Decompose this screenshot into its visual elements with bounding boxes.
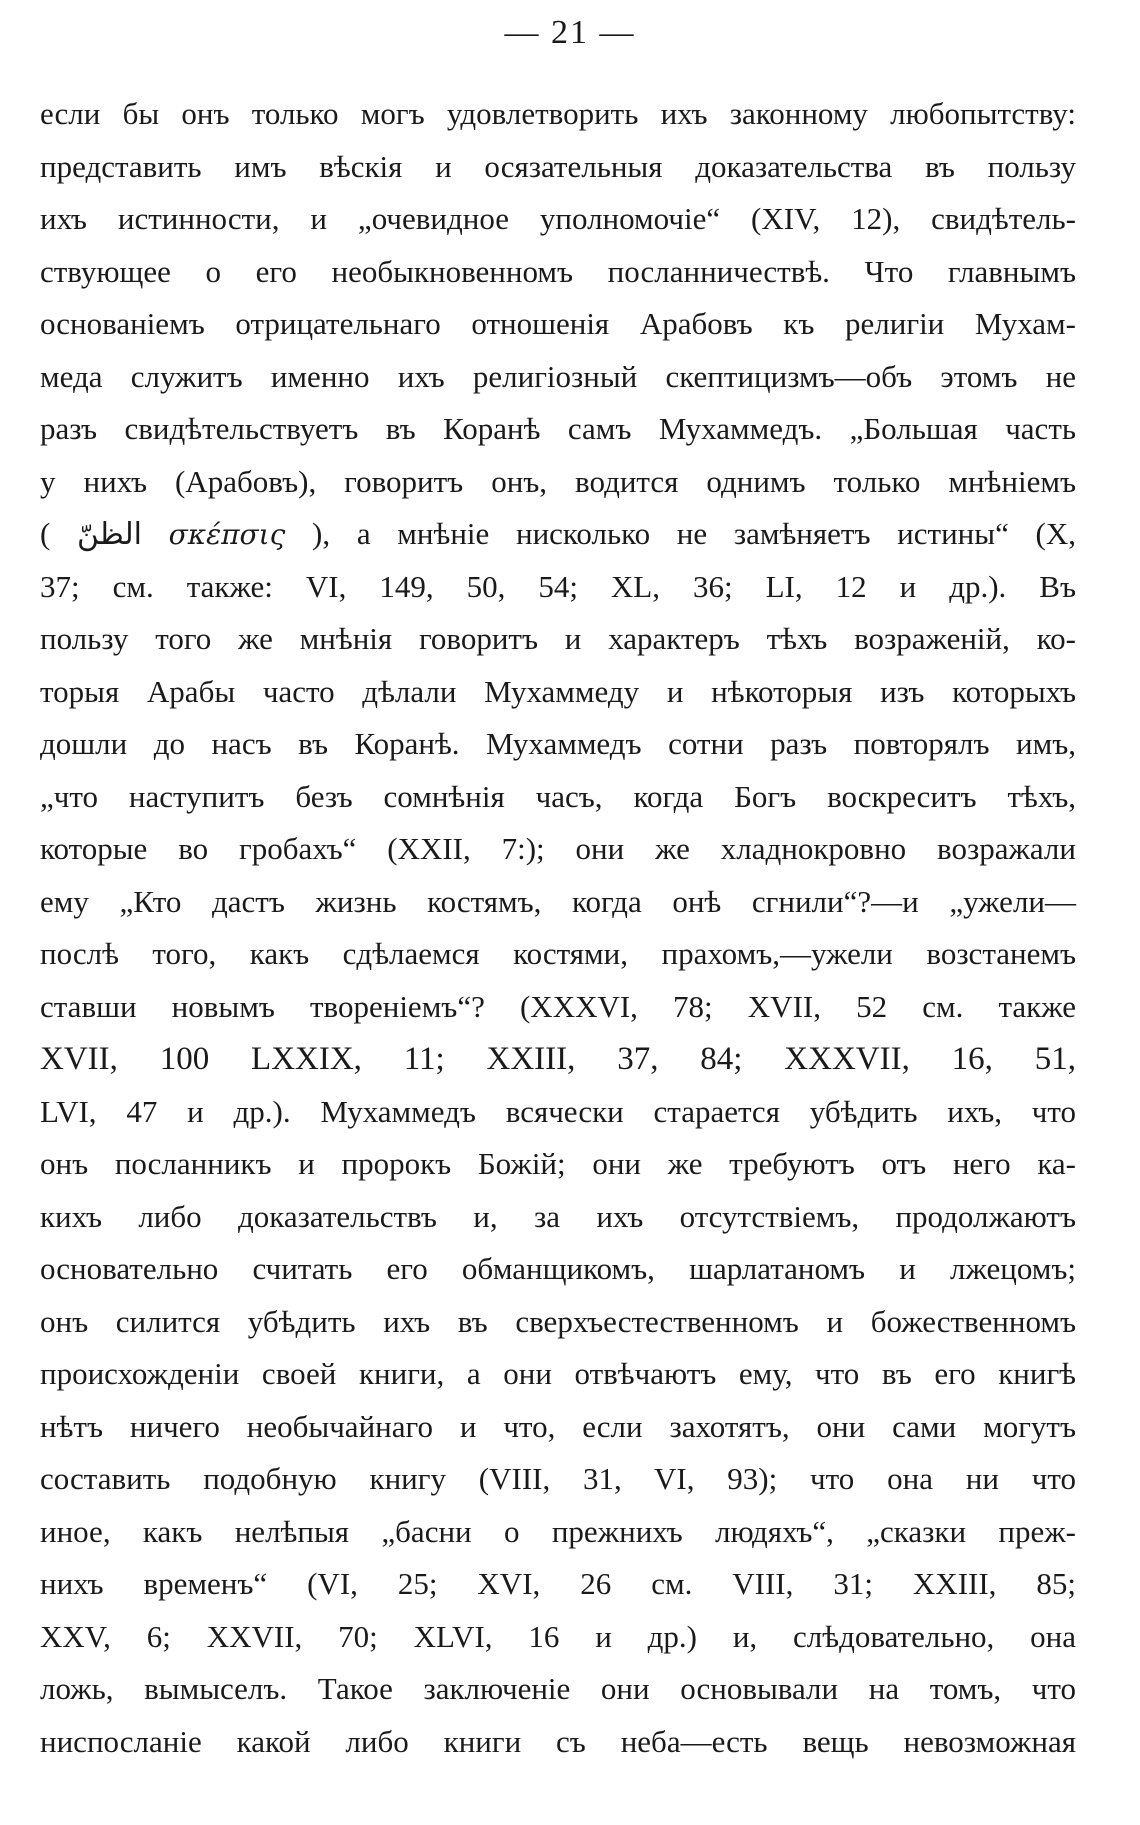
text-line: если бы онъ только могъ удовлетворить ихъ законному любопытству: bbox=[40, 96, 1076, 131]
text-line: основательно считать его обманщикомъ, шарлатаномъ и лжецомъ; bbox=[40, 1251, 1076, 1286]
text-line: которые во гробахъ“ (XXII, 7:); они же хладнокровно возражали bbox=[40, 831, 1076, 866]
text-line: пользу того же мнѣнія говоритъ и характеръ тѣхъ возраженій, ко- bbox=[40, 621, 1076, 656]
text-line: представить имъ вѣскія и осязательныя доказательства въ пользу bbox=[40, 148, 1076, 184]
text-line: XXV, 6; XXVII, 70; XLVI, 16 и др.) и, слѣдовательно, она bbox=[40, 1618, 1076, 1654]
text-line: нѣтъ ничего необычайнаго и что, если захотятъ, они сами могутъ bbox=[40, 1408, 1076, 1444]
text-line: ложь, вымыселъ. Такое заключеніе они основывали на томъ, что bbox=[40, 1671, 1076, 1706]
text-line: кихъ либо доказательствъ и, за ихъ отсутствіемъ, продолжаютъ bbox=[40, 1198, 1076, 1234]
text-line: ему „Кто дастъ жизнь костямъ, когда онѣ сгнили“?—и „ужели— bbox=[40, 883, 1076, 919]
text-line: ставши новымъ твореніемъ“? (XXXVI, 78; XVII, 52 см. также bbox=[40, 988, 1076, 1024]
text-line: нихъ временъ“ (VI, 25; XVI, 26 см. VIII, 31; XXIII, 85; bbox=[40, 1566, 1076, 1601]
text-line: LVI, 47 и др.). Мухаммедъ всячески старается убѣдить ихъ, что bbox=[40, 1093, 1076, 1129]
text-line-with-foreign-terms bbox=[40, 508, 1076, 561]
greek-term: σκέπσις bbox=[168, 518, 286, 551]
text-line: торыя Арабы часто дѣлали Мухаммеду и нѣкоторыя изъ которыхъ bbox=[40, 673, 1076, 709]
text-line: 37; см. также: VI, 149, 50, 54; XL, 36; LI, 12 и др.). Въ bbox=[40, 568, 1076, 604]
text-line: XVII, 100 LXXIX, 11; XXIII, 37, 84; XXXVII, 16, 51, bbox=[40, 1041, 1076, 1077]
text-line: послѣ того, какъ сдѣлаемся костями, прахомъ,—ужели возстанемъ bbox=[40, 936, 1076, 971]
text-line: онъ силится убѣдить ихъ въ сверхъестественномъ и божественномъ bbox=[40, 1303, 1076, 1339]
arabic-term: الظنّ bbox=[77, 517, 142, 552]
text-line: иное, какъ нелѣпыя „басни о прежнихъ людяхъ“, „сказки преж- bbox=[40, 1513, 1076, 1549]
open-paren: ( bbox=[40, 516, 51, 551]
text-line: „что наступитъ безъ сомнѣнія часъ, когда Богъ воскреситъ тѣхъ, bbox=[40, 778, 1076, 814]
text-line: происхожденіи своей книги, а они отвѣчаютъ ему, что въ его книгѣ bbox=[40, 1356, 1076, 1391]
line-remainder: ), а мнѣніе нисколько не замѣняетъ истины“ (X, bbox=[312, 516, 1077, 551]
text-line: у нихъ (Арабовъ), говоритъ онъ, водится однимъ только мнѣніемъ bbox=[40, 463, 1076, 499]
page-number: — 21 — bbox=[504, 14, 636, 51]
body-text bbox=[40, 88, 1076, 1768]
text-line: ствующее о его необыкновенномъ посланничествѣ. Что главнымъ bbox=[40, 253, 1076, 289]
text-line: ниспосланіе какой либо книги съ неба—есть вещь невозможная bbox=[40, 1723, 1076, 1759]
text-line: дошли до насъ въ Коранѣ. Мухаммедъ сотни разъ повторялъ имъ, bbox=[40, 726, 1076, 761]
text-line: ихъ истинности, и „очевидное уполномочіе“ (XIV, 12), свидѣтель- bbox=[40, 201, 1076, 236]
text-line: разъ свидѣтельствуетъ въ Коранѣ самъ Мухаммедъ. „Большая часть bbox=[40, 411, 1076, 446]
text-line: основаніемъ отрицательнаго отношенія Арабовъ къ религіи Мухам- bbox=[40, 306, 1076, 341]
text-line: онъ посланникъ и пророкъ Божій; они же требуютъ отъ него ка- bbox=[40, 1146, 1076, 1181]
text-line: меда служитъ именно ихъ религіозный скептицизмъ—объ этомъ не bbox=[40, 358, 1076, 394]
text-line: составить подобную книгу (VIII, 31, VI, 93); что она ни что bbox=[40, 1461, 1076, 1496]
